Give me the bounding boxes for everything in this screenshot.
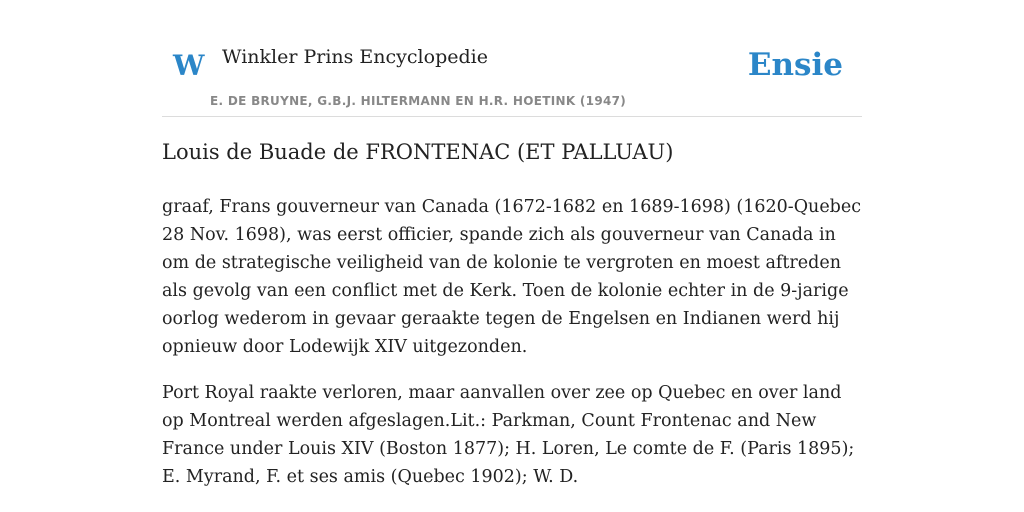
entry-paragraph: graaf, Frans gouverneur van Canada (1672-1682 en 1689-1698) (1620-Quebec 28 Nov. 1698), was eerst officier, spande zich als gouverneur van Canada in om de strategische veiligheid van de kolonie te vergroten en moest aftreden als gevolg van een conflict met de Kerk. Toen de kolonie echter in de 9-jarige oorlog wederom in gevaar geraakte tegen de Engelsen en Indianen werd hij opnieuw door Lodewijk XIV uitgezonden. — [162, 197, 862, 357]
winkler-prins-logo[interactable]: W — [173, 49, 205, 82]
authors-line: E. DE BRUYNE, G.B.J. HILTERMANN EN H.R. HOETINK (1947) — [210, 94, 627, 108]
entry-paragraph: Port Royal raakte verloren, maar aanvallen over zee op Quebec en over land op Montreal werden afgeslagen.Lit.: Parkman, Count Frontenac and New France under Louis XIV (Boston 1877); H. Loren, Le comte de F. (Paris 1895); E. Myrand, F. et ses amis (Quebec 1902); W. D. — [162, 383, 855, 487]
entry-body — [162, 193, 862, 509]
encyclopedia-title[interactable]: Winkler Prins Encyclopedie — [222, 46, 488, 68]
ensie-logo[interactable]: Ensie — [747, 47, 843, 83]
entry-title: Louis de Buade de FRONTENAC (ET PALLUAU) — [162, 140, 674, 164]
header — [162, 0, 862, 117]
